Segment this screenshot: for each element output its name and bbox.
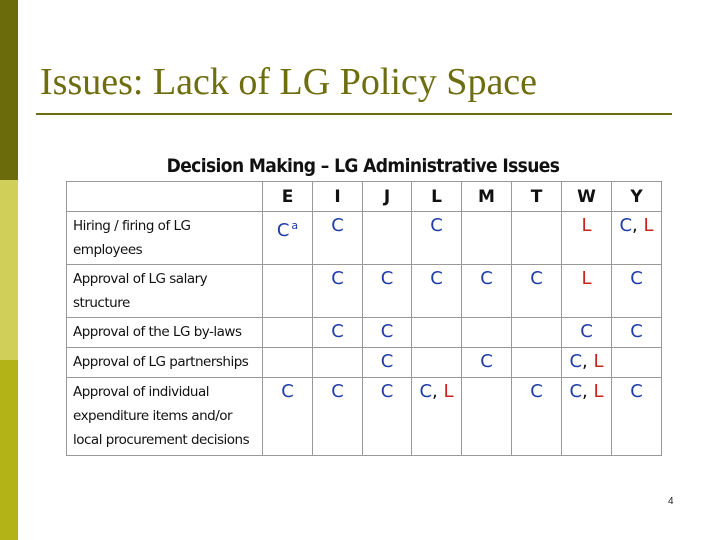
value-local: L bbox=[443, 381, 454, 402]
cell-l bbox=[412, 378, 462, 456]
value-central: C bbox=[380, 351, 394, 372]
value-central: C bbox=[630, 268, 643, 289]
cell-i bbox=[313, 318, 363, 348]
header-corner-cell bbox=[67, 182, 263, 212]
row-label: Approval of LG salary structure bbox=[67, 265, 263, 318]
cell-e bbox=[263, 378, 313, 456]
cell-l bbox=[412, 212, 462, 265]
cell-i bbox=[313, 265, 363, 318]
value-local: L bbox=[581, 215, 592, 236]
row-label: Hiring / firing of LG employees bbox=[67, 212, 263, 265]
table-row bbox=[67, 378, 662, 456]
value-separator: , bbox=[582, 381, 594, 402]
column-header-m: M bbox=[462, 182, 512, 212]
table-row bbox=[67, 265, 662, 318]
sidebar-block-top bbox=[0, 0, 18, 180]
row-label: Approval of LG partnerships bbox=[67, 348, 263, 378]
column-header-y: Y bbox=[612, 182, 662, 212]
cell-j bbox=[363, 212, 412, 265]
page-number: 4 bbox=[668, 496, 674, 507]
cell-j bbox=[363, 378, 412, 456]
value-separator: , bbox=[582, 351, 594, 372]
value-local: L bbox=[581, 268, 592, 289]
value-central: C bbox=[419, 381, 433, 402]
value-separator: , bbox=[432, 381, 444, 402]
cell-y bbox=[612, 265, 662, 318]
value-central: C bbox=[430, 268, 443, 289]
sidebar-stripe bbox=[0, 0, 18, 540]
sidebar-block-middle bbox=[0, 180, 18, 360]
cell-w bbox=[562, 212, 612, 265]
cell-m bbox=[462, 212, 512, 265]
cell-y bbox=[612, 318, 662, 348]
cell-t bbox=[512, 348, 562, 378]
cell-w bbox=[562, 265, 612, 318]
cell-l bbox=[412, 318, 462, 348]
cell-l bbox=[412, 348, 462, 378]
cell-m bbox=[462, 348, 512, 378]
value-central: C bbox=[569, 351, 583, 372]
value-central: C bbox=[380, 381, 394, 402]
value-central: C bbox=[331, 321, 344, 342]
cell-j bbox=[363, 265, 412, 318]
cell-m bbox=[462, 318, 512, 348]
value-central: C bbox=[276, 220, 290, 241]
footnote-marker: a bbox=[291, 219, 299, 232]
table-row bbox=[67, 212, 662, 265]
value-central: C bbox=[480, 268, 493, 289]
value-central: C bbox=[331, 215, 344, 236]
value-central: C bbox=[281, 381, 294, 402]
cell-y bbox=[612, 378, 662, 456]
title-underline bbox=[36, 113, 672, 115]
value-central: C bbox=[380, 321, 394, 342]
column-header-l: L bbox=[412, 182, 462, 212]
value-central: C bbox=[630, 321, 643, 342]
cell-m bbox=[462, 378, 512, 456]
value-separator: , bbox=[632, 215, 644, 236]
cell-w bbox=[562, 348, 612, 378]
decision-table bbox=[66, 181, 662, 456]
cell-t bbox=[512, 265, 562, 318]
cell-e bbox=[263, 265, 313, 318]
table-header-row bbox=[67, 182, 662, 212]
value-central: C bbox=[569, 381, 583, 402]
column-header-i: I bbox=[313, 182, 363, 212]
value-local: L bbox=[593, 381, 604, 402]
cell-e bbox=[263, 348, 313, 378]
cell-j bbox=[363, 348, 412, 378]
cell-e bbox=[263, 318, 313, 348]
value-central: C bbox=[430, 215, 443, 236]
cell-w bbox=[562, 378, 612, 456]
column-header-e: E bbox=[263, 182, 313, 212]
cell-t bbox=[512, 378, 562, 456]
table-title: Decision Making – LG Administrative Issues bbox=[166, 155, 560, 177]
value-central: C bbox=[480, 351, 493, 372]
cell-l bbox=[412, 265, 462, 318]
cell-t bbox=[512, 318, 562, 348]
slide-title: Issues: Lack of LG Policy Space bbox=[40, 61, 538, 103]
sidebar-block-bottom bbox=[0, 360, 18, 540]
value-central: C bbox=[580, 321, 593, 342]
cell-w bbox=[562, 318, 612, 348]
cell-j bbox=[363, 318, 412, 348]
value-central: C bbox=[530, 268, 543, 289]
cell-e bbox=[263, 212, 313, 265]
table-row bbox=[67, 348, 662, 378]
table-row bbox=[67, 318, 662, 348]
cell-m bbox=[462, 265, 512, 318]
value-local: L bbox=[593, 351, 604, 372]
row-label: Approval of the LG by-laws bbox=[67, 318, 263, 348]
value-central: C bbox=[331, 381, 344, 402]
column-header-j: J bbox=[363, 182, 412, 212]
value-central: C bbox=[630, 381, 643, 402]
cell-y bbox=[612, 348, 662, 378]
value-local: L bbox=[643, 215, 654, 236]
value-central: C bbox=[331, 268, 344, 289]
cell-i bbox=[313, 348, 363, 378]
column-header-t: T bbox=[512, 182, 562, 212]
value-central: C bbox=[380, 268, 394, 289]
value-central: C bbox=[530, 381, 543, 402]
row-label: Approval of individual expenditure items and/or local procurement decisions bbox=[67, 378, 263, 456]
cell-y bbox=[612, 212, 662, 265]
cell-i bbox=[313, 378, 363, 456]
value-central: C bbox=[619, 215, 633, 236]
column-header-w: W bbox=[562, 182, 612, 212]
cell-t bbox=[512, 212, 562, 265]
cell-i bbox=[313, 212, 363, 265]
